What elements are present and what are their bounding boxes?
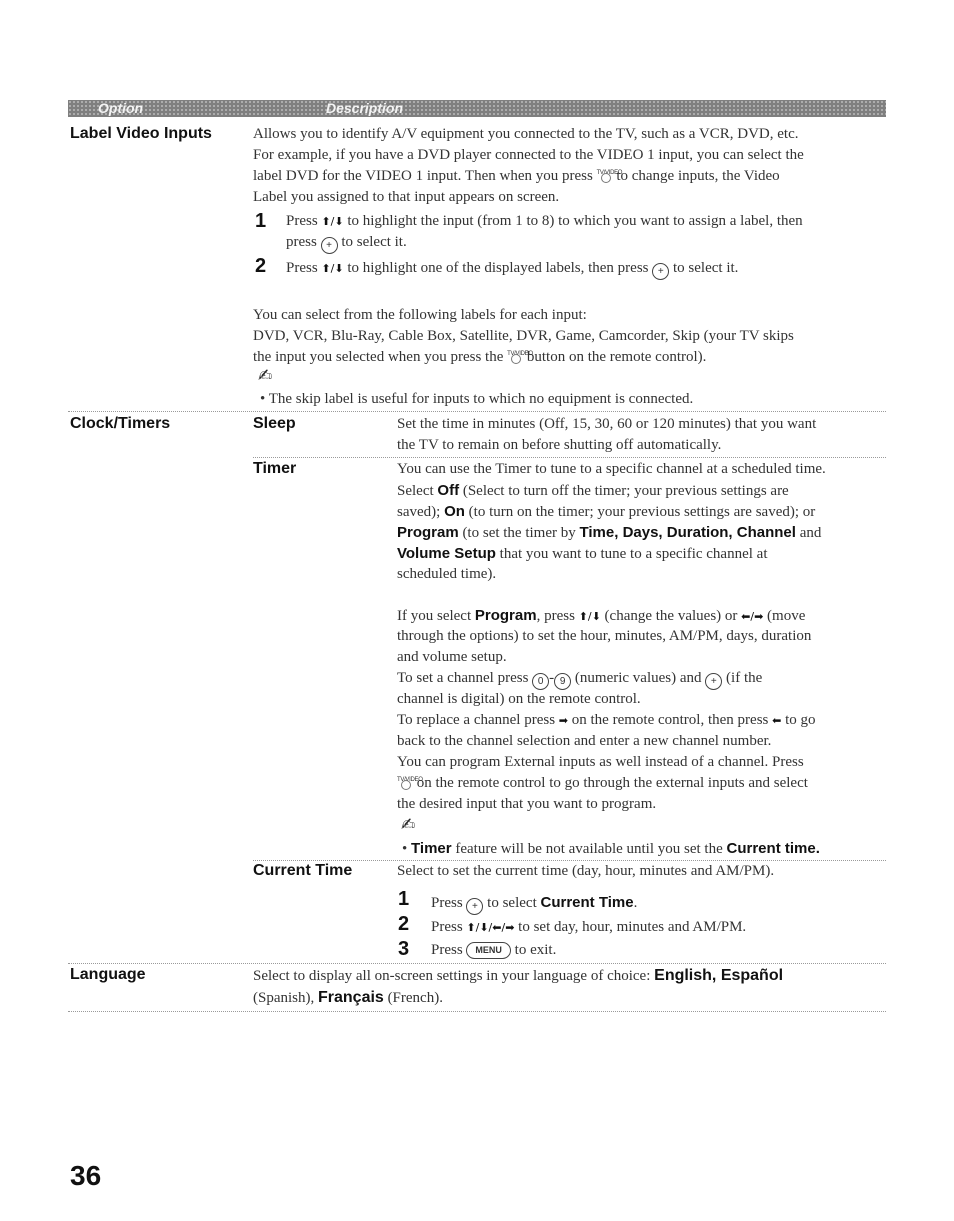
left-right-arrow-icon: ⬅/➡: [741, 610, 764, 623]
sleep-line-2: the TV to remain on before shutting off automatically.: [397, 437, 722, 453]
lvi-intro-1: Allows you to identify A/V equipment you connected to the TV, such as a VCR, DVD, etc.: [253, 126, 799, 142]
timer-line-6: scheduled time).: [397, 566, 497, 582]
tv-video-icon: TV/VIDEO: [597, 167, 613, 182]
option-language: Language: [70, 966, 146, 983]
timer-p2-line-5: channel is digital) on the remote control.: [397, 691, 641, 707]
tv-video-icon: TV/VIDEO: [507, 348, 523, 363]
current-time-step-1: Press + to select Current Time.: [431, 892, 637, 915]
divider: [68, 411, 886, 412]
timer-p2-line-2: through the options) to set the hour, minutes, AM/PM, days, duration: [397, 628, 812, 644]
timer-line-5: Volume Setup that you want to tune to a specific channel at: [397, 545, 768, 562]
left-arrow-icon: ⬅: [772, 714, 782, 727]
step-number: 2: [398, 913, 410, 935]
right-arrow-icon: ➡: [558, 714, 569, 727]
timer-p2-line-1: If you select Program, press ⬆/⬇ (change the values) or ⬅/➡ (move: [397, 607, 806, 624]
plus-button-icon: +: [321, 237, 338, 254]
up-down-arrow-icon: ⬆/⬇: [321, 215, 344, 228]
lvi-note: • The skip label is useful for inputs to which no equipment is connected.: [260, 391, 694, 407]
current-time-step-3: Press MENU to exit.: [431, 942, 557, 958]
divider: [68, 1011, 886, 1012]
step-number: 1: [255, 210, 267, 232]
timer-line-4: Program (to set the timer by Time, Days, Duration, Channel and: [397, 524, 822, 541]
sleep-line-1: Set the time in minutes (Off, 15, 30, 60 or 120 minutes) that you want: [397, 416, 817, 432]
lvi-step2-line1: Press ⬆/⬇ to highlight one of the displayed labels, then press + to select it.: [286, 258, 738, 280]
up-down-arrow-icon: ⬆/⬇: [321, 262, 344, 275]
step-number: 1: [398, 888, 410, 910]
timer-line-3: saved); On (to turn on the timer; your previous settings are saved); or: [397, 503, 816, 520]
language-line-2: (Spanish), Français (French).: [253, 989, 443, 1006]
table-header: [68, 100, 886, 117]
timer-p2-line-4: To set a channel press 0 - 9 (numeric values) and + (if the: [397, 668, 762, 690]
lvi-step1-line2: press + to select it.: [286, 232, 407, 254]
header-option: Option: [98, 100, 144, 116]
lvi-intro-4: Label you assigned to that input appears on screen.: [253, 189, 560, 205]
note-icon: ✍: [401, 815, 416, 835]
timer-p2-line-7: back to the channel selection and enter a new channel number.: [397, 733, 772, 749]
timer-p2-line-10: the desired input that you want to program.: [397, 796, 657, 812]
plus-button-icon: +: [466, 898, 483, 915]
timer-note: • Timer feature will be not available until you set the Current time.: [402, 840, 820, 857]
timer-p2-line-8: You can program External inputs as well instead of a channel. Press: [397, 754, 804, 770]
current-time-line-1: Select to set the current time (day, hour, minutes and AM/PM).: [397, 863, 775, 879]
up-down-arrow-icon: ⬆/⬇: [578, 610, 601, 623]
sub-option-sleep: Sleep: [253, 415, 296, 432]
menu-button-icon: MENU: [466, 942, 511, 959]
timer-line-1: You can use the Timer to tune to a specific channel at a scheduled time.: [397, 461, 826, 477]
note-icon: ✍: [258, 366, 273, 386]
zero-button-icon: 0: [532, 673, 549, 690]
page-number: 36: [70, 1160, 102, 1191]
sub-option-current-time: Current Time: [253, 862, 353, 879]
current-time-step-2: Press ⬆/⬇/⬅/➡ to set day, hour, minutes and AM/PM.: [431, 919, 747, 935]
timer-p2-line-6: To replace a channel press ➡ on the remote control, then press ⬅ to go: [397, 712, 816, 728]
step-number: 2: [255, 255, 267, 277]
language-line-1: Select to display all on-screen settings in your language of choice: English, Español: [253, 967, 784, 984]
lvi-intro-2: For example, if you have a DVD player connected to the VIDEO 1 input, you can select the: [253, 147, 804, 163]
nine-button-icon: 9: [554, 673, 571, 690]
lvi-intro-3: label DVD for the VIDEO 1 input. Then when you press TV/VIDEO to change inputs, the Video: [253, 168, 780, 184]
four-way-arrow-icon: ⬆/⬇/⬅/➡: [466, 921, 515, 934]
divider: [68, 963, 886, 964]
sub-option-timer: Timer: [253, 460, 297, 477]
lvi-labels-list-1: DVD, VCR, Blu-Ray, Cable Box, Satellite, DVR, Game, Camcorder, Skip (your TV skips: [253, 328, 794, 344]
divider: [253, 457, 886, 458]
timer-p2-line-3: and volume setup.: [397, 649, 507, 665]
timer-p2-line-9: TV/VIDEO on the remote control to go through the external inputs and select: [397, 775, 808, 791]
plus-button-icon: +: [705, 673, 722, 690]
step-number: 3: [398, 938, 410, 960]
tv-video-icon: TV/VIDEO: [397, 774, 413, 789]
lvi-labels-list-2: the input you selected when you press the TV/VIDEO button on the remote control).: [253, 349, 707, 365]
plus-button-icon: +: [652, 263, 669, 280]
option-clock-timers: Clock/Timers: [70, 415, 171, 432]
option-label-video-inputs: Label Video Inputs: [70, 125, 212, 142]
lvi-step1-line1: Press ⬆/⬇ to highlight the input (from 1 to 8) to which you want to assign a label, then: [286, 213, 803, 229]
timer-line-2: Select Off (Select to turn off the timer; your previous settings are: [397, 482, 789, 499]
lvi-labels-intro: You can select from the following labels for each input:: [253, 307, 587, 323]
header-description: Description: [326, 100, 404, 116]
